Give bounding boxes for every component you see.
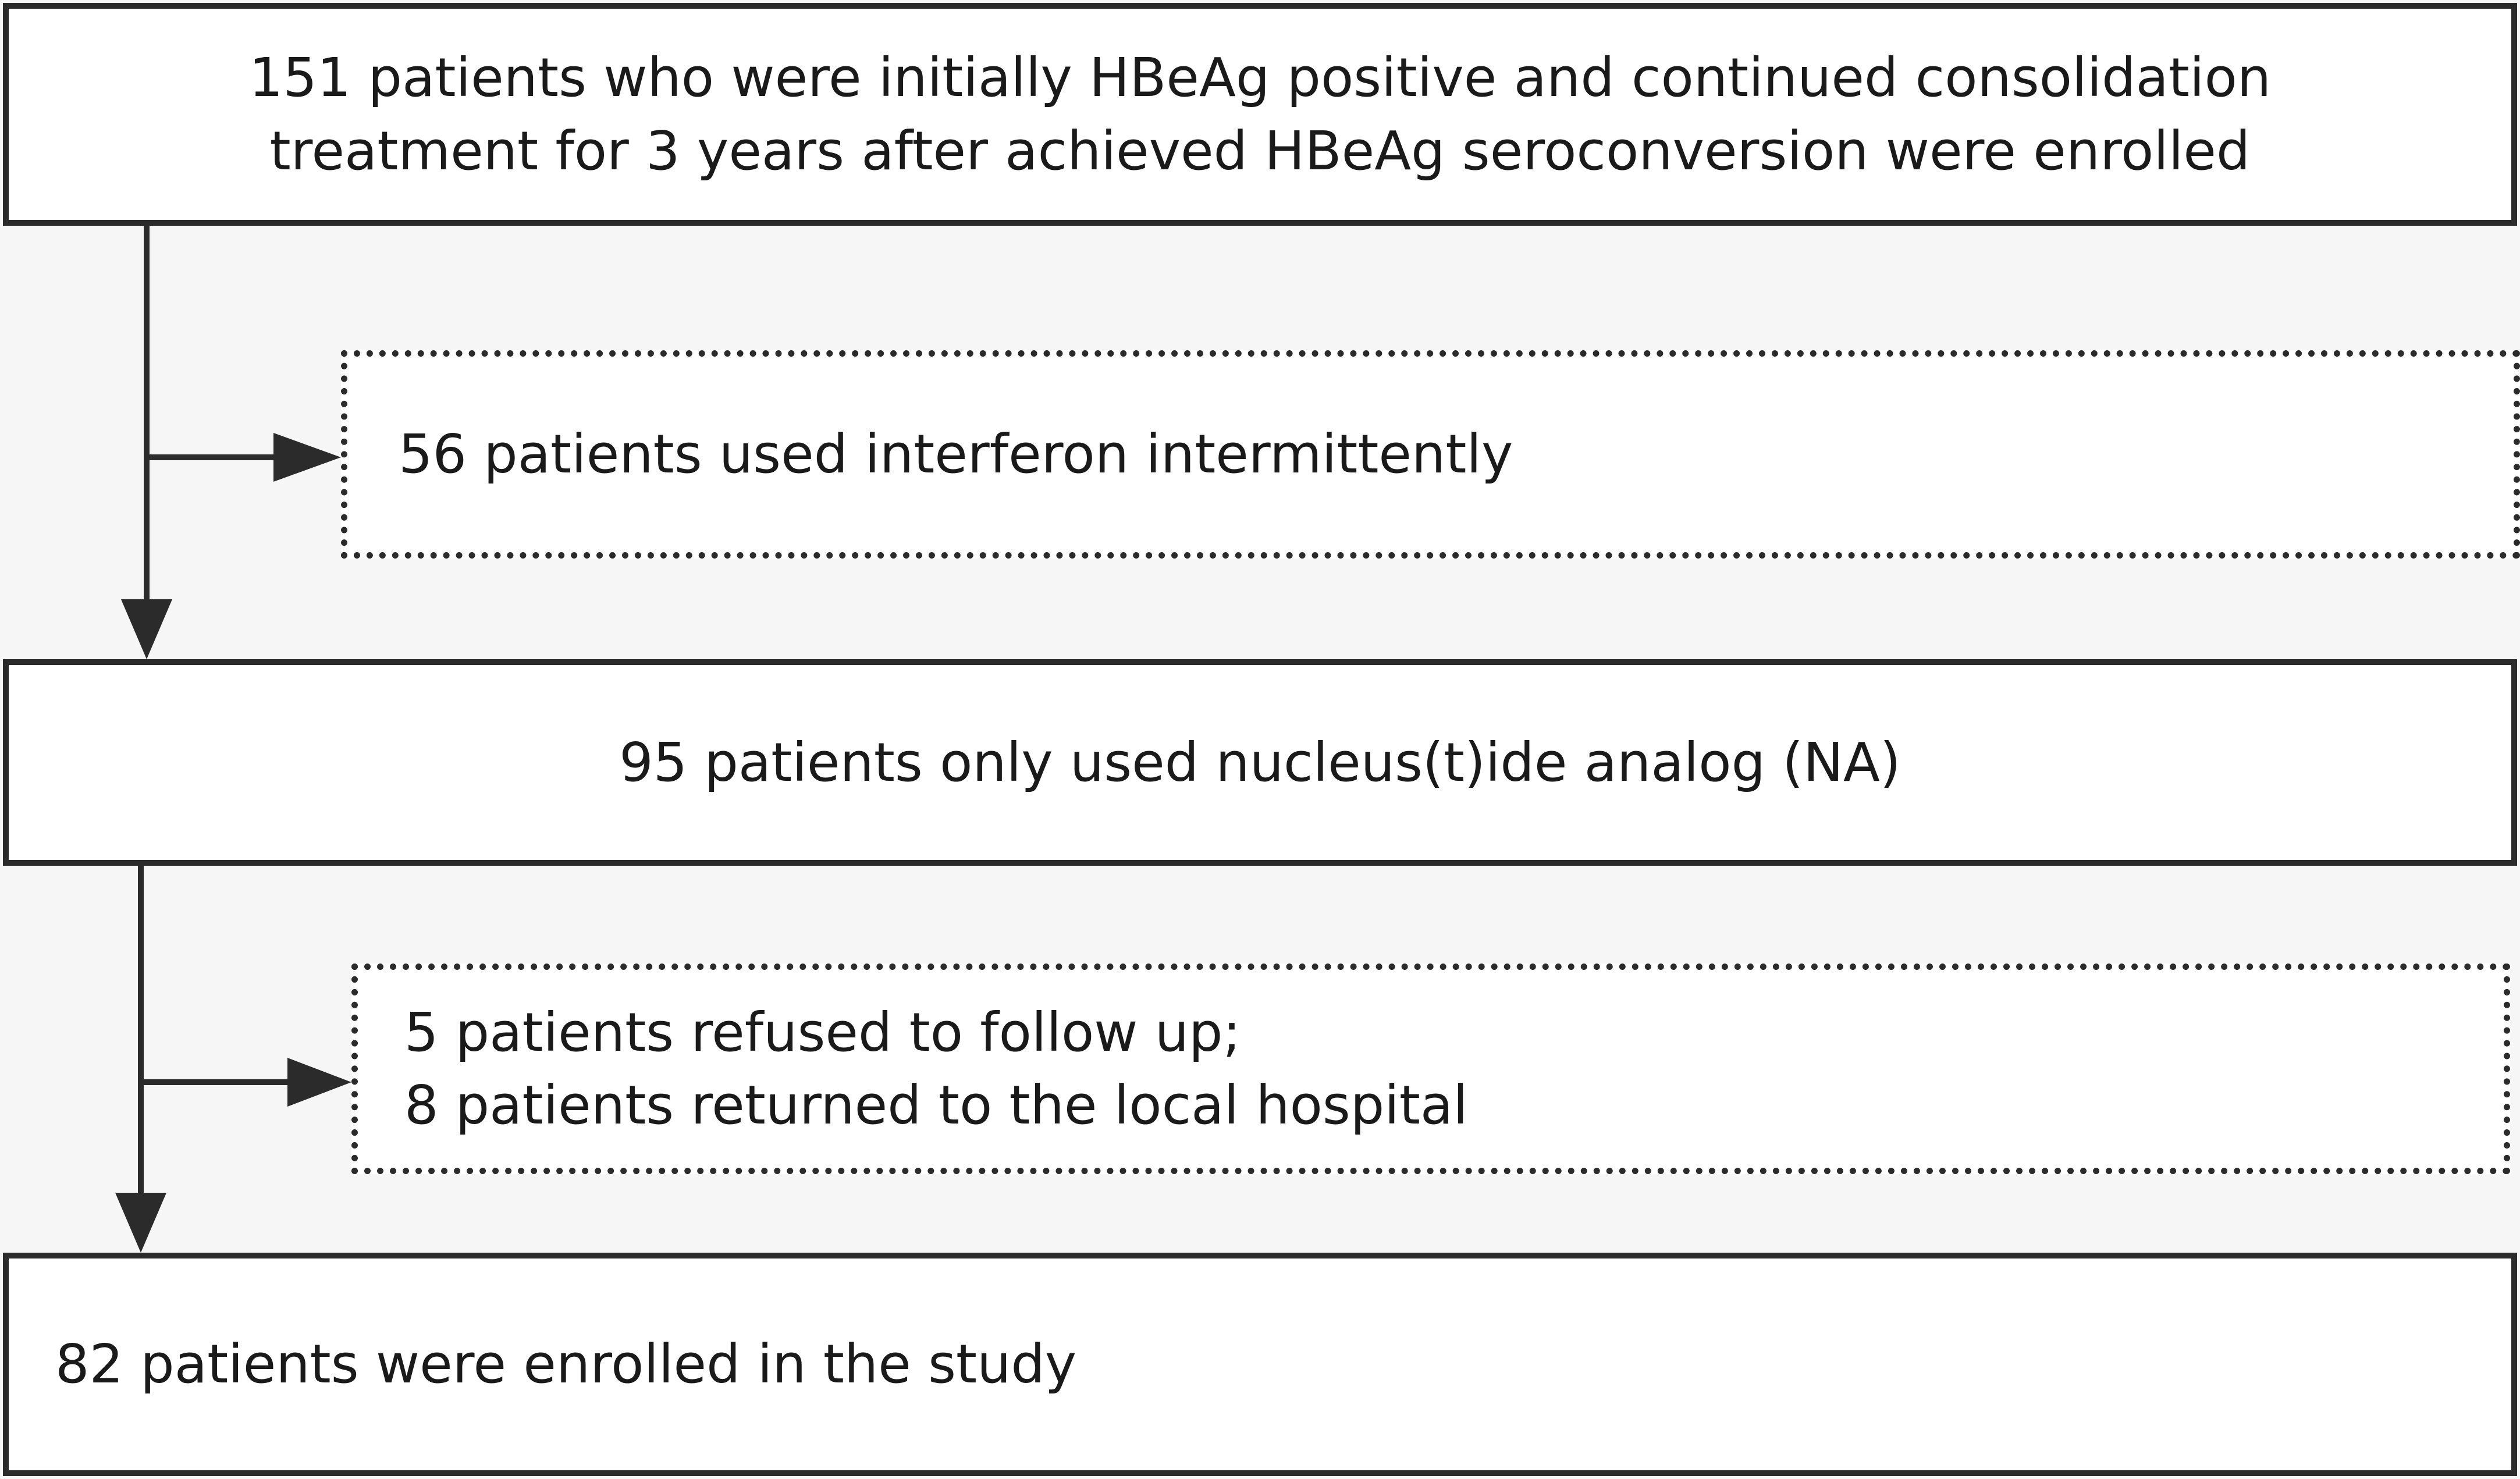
arrow-to-interferon: [147, 433, 341, 482]
initial-enrollment-line-1: 151 patients who were initially HBeAg positive and continued consolidation: [248, 47, 2272, 109]
box-final-enrollment: [3, 1253, 2517, 1476]
excluded-line-1: 5 patients refused to follow up;: [404, 1001, 1241, 1064]
arrow-na-to-final: [115, 866, 166, 1253]
box-na-only: [3, 659, 2517, 866]
interferon-line-1: 56 patients used interferon intermittently: [399, 423, 1513, 486]
box-initial-enrollment: [3, 3, 2517, 226]
box-followup-excluded: [351, 964, 2510, 1174]
arrow-initial-to-na: [121, 226, 172, 659]
arrow-to-excluded: [141, 1058, 351, 1107]
initial-enrollment-line-2: treatment for 3 years after achieved HBeAg seroconversion were enrolled: [269, 119, 2251, 182]
na-only-line-1: 95 patients only used nucleus(t)ide analog (NA): [619, 731, 1901, 794]
box-interferon-excluded: [341, 350, 2520, 559]
final-enrollment-line-1: 82 patients were enrolled in the study: [55, 1333, 1077, 1396]
excluded-line-2: 8 patients returned to the local hospital: [404, 1074, 1468, 1136]
